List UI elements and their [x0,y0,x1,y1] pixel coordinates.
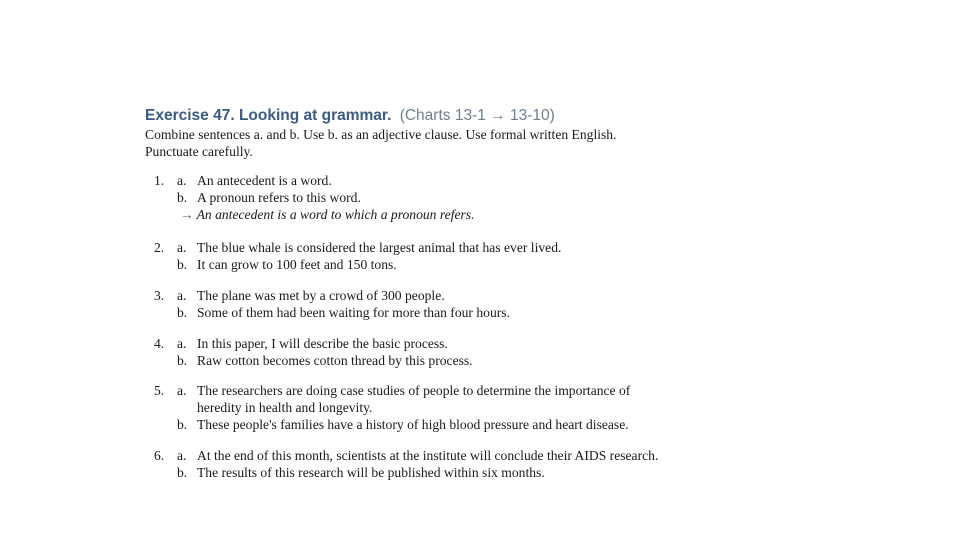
sentence-b [145,352,935,369]
sentence-a-text-line-2: heredity in health and longevity. [197,400,373,415]
instructions-line-2: Punctuate carefully. [145,144,253,159]
sentence-a-text: The blue whale is considered the largest animal that has ever lived. [197,240,562,255]
item-number: 6. [154,448,165,463]
exercise-title: Exercise 47. Looking at grammar. [145,107,392,124]
letter-a: a. [177,448,187,463]
item-number: 1. [154,173,165,188]
letter-a: a. [177,336,187,351]
sentence-b [145,256,935,273]
letter-b: b. [177,417,188,432]
sentence-a [145,382,935,416]
letter-b: b. [177,190,188,205]
exercise-item-2 [145,239,935,273]
example-answer-text: An antecedent is a word to which a pronoun refers. [196,207,475,222]
sentence-a [145,287,935,304]
exercise-item-4 [145,335,935,369]
letter-a: a. [177,240,187,255]
sentence-b [145,464,935,481]
arrow-icon: → [180,207,194,222]
sentence-a-text: At the end of this month, scientists at the institute will conclude their AIDS research. [197,448,659,463]
exercise-item-5 [145,382,935,433]
sentence-b-text: Some of them had been waiting for more than four hours. [197,305,510,320]
item-number: 5. [154,383,165,398]
sentence-a-text: The plane was met by a crowd of 300 people. [197,288,445,303]
example-answer [180,206,935,223]
sentence-a [145,172,935,189]
sentence-b [145,416,935,433]
sentence-a-text: An antecedent is a word. [197,173,332,188]
letter-b: b. [177,305,188,320]
sentence-b-text: The results of this research will be published within six months. [197,465,545,480]
exercise-instructions [145,126,935,160]
exercise-item-1 [145,172,935,223]
sentence-b [145,189,935,206]
item-number: 2. [154,240,165,255]
sentence-a-text: In this paper, I will describe the basic process. [197,336,448,351]
sentence-b [145,304,935,321]
letter-a: a. [177,288,187,303]
sentence-b-text: It can grow to 100 feet and 150 tons. [197,257,397,272]
item-number: 3. [154,288,165,303]
sentence-b-text: Raw cotton becomes cotton thread by this process. [197,353,473,368]
exercise-page [145,106,935,480]
sentence-b-text: These people's families have a history of high blood pressure and heart disease. [197,417,629,432]
letter-a: a. [177,173,187,188]
sentence-a [145,335,935,352]
sentence-b-text: A pronoun refers to this word. [197,190,361,205]
letter-b: b. [177,353,188,368]
exercise-header [145,106,935,126]
letter-b: b. [177,465,188,480]
sentence-a-text-line-1: The researchers are doing case studies of people to determine the importance of [197,383,631,398]
exercise-item-3 [145,287,935,321]
exercise-item-6 [145,447,935,481]
sentence-a [145,447,935,464]
sentence-a [145,239,935,256]
item-number: 4. [154,336,165,351]
chart-reference: (Charts 13-1 → 13-10) [399,107,555,124]
letter-b: b. [177,257,188,272]
letter-a: a. [177,383,187,398]
instructions-line-1: Combine sentences a. and b. Use b. as an adjective clause. Use formal written English. [145,127,617,142]
